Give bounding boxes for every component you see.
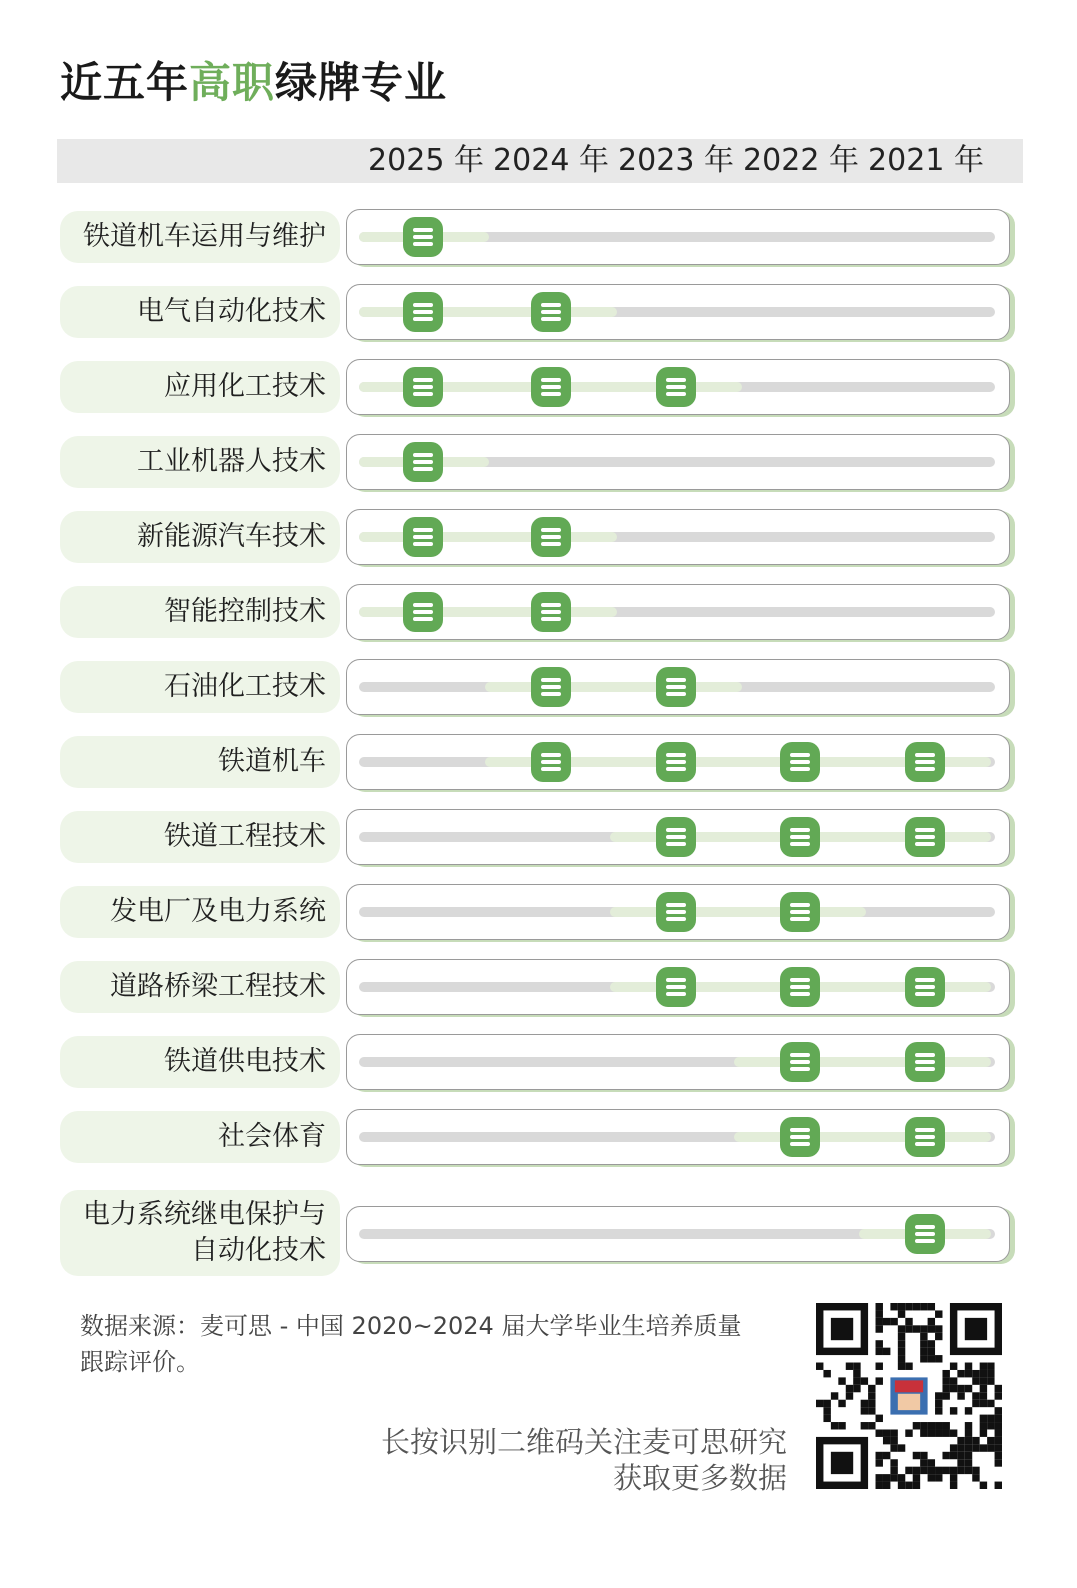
major-label-box — [60, 286, 340, 338]
table-row — [0, 809, 1077, 865]
year-track — [346, 734, 1010, 790]
major-name: 智能控制技术 — [164, 596, 326, 627]
list-badge-icon — [403, 442, 443, 482]
year-track — [346, 284, 1010, 340]
list-badge-icon — [905, 967, 945, 1007]
list-badge-icon — [780, 817, 820, 857]
major-label-box — [60, 661, 340, 713]
major-name: 电气自动化技术 — [137, 296, 326, 327]
year-label: 2024 年 — [493, 143, 609, 178]
list-badge-icon — [403, 517, 443, 557]
major-name: 工业机器人技术 — [137, 446, 326, 477]
timeline-rail — [359, 1057, 995, 1067]
major-label-box — [60, 586, 340, 638]
list-badge-icon — [656, 892, 696, 932]
major-label-box — [60, 361, 340, 413]
year-track — [346, 809, 1010, 865]
title-suffix: 绿牌专业 — [275, 58, 448, 107]
title-prefix: 近五年 — [60, 58, 190, 107]
year-track — [346, 959, 1010, 1015]
major-label-box — [60, 211, 340, 263]
timeline-rail — [359, 1132, 995, 1142]
active-range — [359, 532, 617, 542]
qr-code-icon[interactable] — [816, 1303, 1002, 1489]
year-track — [346, 359, 1010, 415]
major-name: 铁道机车 — [218, 746, 326, 777]
list-badge-icon — [531, 517, 571, 557]
active-range — [734, 1132, 991, 1142]
table-row — [0, 509, 1077, 565]
year-track — [346, 434, 1010, 490]
major-name: 铁道供电技术 — [164, 1046, 326, 1077]
table-row — [0, 584, 1077, 640]
list-badge-icon — [656, 817, 696, 857]
list-badge-icon — [656, 667, 696, 707]
timeline-rail — [359, 532, 995, 542]
year-track — [346, 884, 1010, 940]
list-badge-icon — [905, 1042, 945, 1082]
active-range — [359, 307, 617, 317]
major-name: 电力系统继电保护与 自动化技术 — [83, 1199, 326, 1266]
list-badge-icon — [531, 367, 571, 407]
table-row — [0, 359, 1077, 415]
major-name: 石油化工技术 — [164, 671, 326, 702]
list-badge-icon — [531, 742, 571, 782]
qr-caption: 长按识别二维码关注麦可思研究 获取更多数据 — [380, 1425, 787, 1495]
major-name: 铁道工程技术 — [164, 821, 326, 852]
year-track — [346, 659, 1010, 715]
timeline-rail — [359, 607, 995, 617]
major-name: 铁道机车运用与维护 — [83, 221, 326, 252]
list-badge-icon — [656, 367, 696, 407]
list-badge-icon — [780, 1117, 820, 1157]
major-label-box — [60, 436, 340, 488]
active-range — [610, 907, 866, 917]
year-track — [346, 209, 1010, 265]
major-label-box — [60, 1111, 340, 1163]
list-badge-icon — [403, 367, 443, 407]
major-name: 新能源汽车技术 — [137, 521, 326, 552]
table-row — [0, 1188, 1077, 1278]
major-label-box — [60, 1036, 340, 1088]
major-label-box — [60, 736, 340, 788]
year-label: 2022 年 — [743, 143, 859, 178]
list-badge-icon — [656, 967, 696, 1007]
year-track — [346, 584, 1010, 640]
list-badge-icon — [531, 667, 571, 707]
list-badge-icon — [403, 592, 443, 632]
list-badge-icon — [403, 217, 443, 257]
list-badge-icon — [656, 742, 696, 782]
list-badge-icon — [780, 967, 820, 1007]
major-name: 道路桥梁工程技术 — [110, 971, 326, 1002]
major-name: 社会体育 — [218, 1121, 326, 1152]
table-row — [0, 884, 1077, 940]
year-label: 2025 年 — [368, 143, 484, 178]
major-label-box — [60, 511, 340, 563]
major-name: 应用化工技术 — [164, 371, 326, 402]
active-range — [359, 607, 617, 617]
table-row — [0, 434, 1077, 490]
list-badge-icon — [780, 742, 820, 782]
title-highlight: 高职 — [189, 58, 276, 107]
year-track — [346, 1034, 1010, 1090]
source-note: 数据来源：麦可思 - 中国 2020~2024 届大学毕业生培养质量跟踪评价。 — [80, 1312, 742, 1376]
active-range — [485, 682, 742, 692]
table-row — [0, 209, 1077, 265]
timeline-rail — [359, 307, 995, 317]
year-label: 2023 年 — [618, 143, 734, 178]
year-label: 2021 年 — [868, 143, 984, 178]
list-badge-icon — [403, 292, 443, 332]
major-label-box — [60, 811, 340, 863]
list-badge-icon — [905, 1117, 945, 1157]
timeline-rail — [359, 457, 995, 467]
table-row — [0, 284, 1077, 340]
major-name: 发电厂及电力系统 — [110, 896, 326, 927]
major-label-box — [60, 886, 340, 938]
timeline-rail — [359, 1229, 995, 1239]
table-row — [0, 959, 1077, 1015]
list-badge-icon — [531, 592, 571, 632]
table-row — [0, 659, 1077, 715]
list-badge-icon — [780, 1042, 820, 1082]
list-badge-icon — [531, 292, 571, 332]
timeline-rail — [359, 232, 995, 242]
year-track — [346, 1109, 1010, 1165]
table-row — [0, 734, 1077, 790]
major-label-box — [60, 961, 340, 1013]
list-badge-icon — [780, 892, 820, 932]
table-row — [0, 1034, 1077, 1090]
active-range — [734, 1057, 991, 1067]
major-label-box — [60, 1190, 340, 1276]
list-badge-icon — [905, 817, 945, 857]
year-track — [346, 1206, 1010, 1262]
list-badge-icon — [905, 742, 945, 782]
list-badge-icon — [905, 1214, 945, 1254]
year-track — [346, 509, 1010, 565]
table-row — [0, 1109, 1077, 1165]
